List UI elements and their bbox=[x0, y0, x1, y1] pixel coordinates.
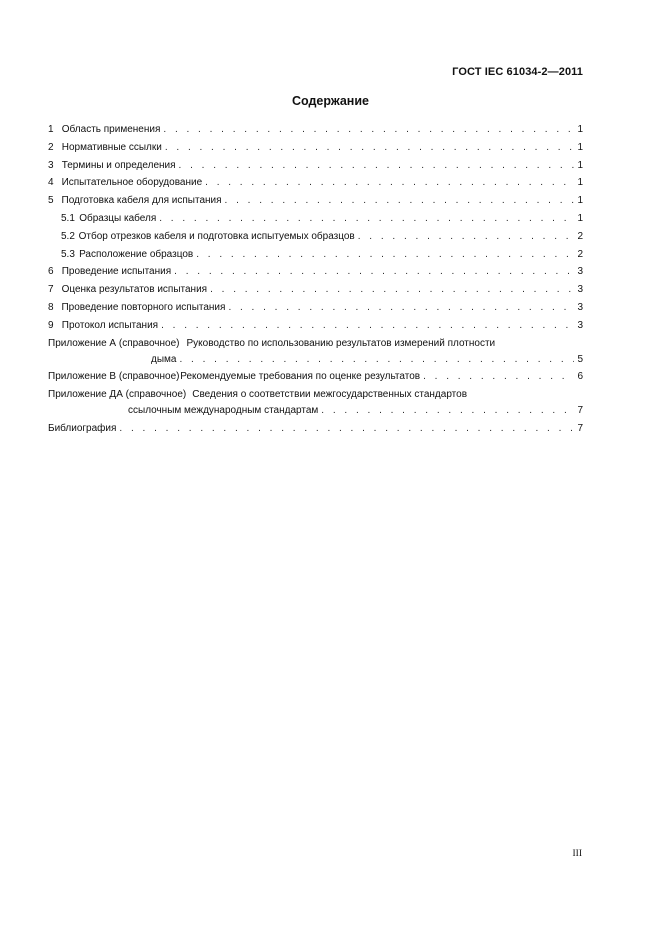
toc-entry-number: 5.1 bbox=[61, 212, 75, 224]
toc-entry-text: Термины и определения bbox=[61, 159, 176, 171]
appendix-label: Приложение А (справочное) bbox=[48, 337, 180, 349]
appendix-label: Приложение ДА (справочное) bbox=[48, 389, 187, 401]
toc-entry-2[interactable] bbox=[48, 139, 583, 157]
toc-entry-page: 2 bbox=[577, 230, 583, 242]
toc-entry-page: 7 bbox=[577, 422, 583, 434]
toc-appendix-a[interactable] bbox=[48, 337, 583, 351]
toc-entry-page: 1 bbox=[577, 195, 583, 207]
toc-leader-dots bbox=[358, 228, 574, 246]
toc-entry-1[interactable] bbox=[48, 121, 583, 139]
toc-leader-dots bbox=[228, 299, 574, 317]
toc-leader-dots bbox=[119, 420, 574, 438]
toc-entry-page: 1 bbox=[577, 141, 583, 153]
toc-leader-dots bbox=[174, 263, 574, 281]
toc-appendix-b[interactable] bbox=[48, 368, 583, 386]
page-number: III bbox=[572, 849, 582, 859]
toc-entry-5-2[interactable] bbox=[48, 228, 583, 246]
toc-leader-dots bbox=[165, 139, 574, 157]
toc-title: Содержание bbox=[291, 94, 369, 108]
toc-appendix-da-cont[interactable] bbox=[48, 402, 583, 420]
toc-entry-number: 2 bbox=[48, 141, 54, 153]
toc-entry-number: 9 bbox=[48, 319, 54, 331]
toc-leader-dots bbox=[179, 157, 574, 175]
toc-entry-page: 1 bbox=[577, 212, 583, 224]
toc-leader-dots bbox=[205, 174, 574, 192]
toc-leader-dots bbox=[179, 351, 574, 369]
toc-leader-dots bbox=[225, 192, 574, 210]
toc-entry-text: Оценка результатов испытания bbox=[61, 284, 208, 296]
toc-entry-page: 2 bbox=[577, 248, 583, 260]
toc-appendix-da[interactable] bbox=[48, 388, 583, 402]
toc-entry-number: 3 bbox=[48, 159, 54, 171]
toc-entry-number: 5.3 bbox=[61, 248, 75, 260]
toc-leader-dots bbox=[163, 121, 574, 139]
toc-bibliography[interactable] bbox=[48, 420, 583, 438]
toc-entry-number: 5 bbox=[48, 195, 54, 207]
toc-entry-text: Область применения bbox=[61, 124, 161, 135]
appendix-label: Приложение В (справочное) bbox=[48, 371, 180, 383]
toc-appendix-a-cont[interactable] bbox=[48, 351, 583, 369]
toc-entry-text: Отбор отрезков кабеля и подготовка испытуемых образцов bbox=[78, 230, 355, 242]
toc-entry-5-3[interactable] bbox=[48, 246, 583, 264]
toc-entry-number: 5.2 bbox=[61, 230, 75, 242]
toc-entry-page: 1 bbox=[577, 124, 583, 135]
toc-entry-text: Подготовка кабеля для испытания bbox=[61, 195, 222, 207]
toc-entry-page: 7 bbox=[577, 405, 583, 417]
toc-entry-page: 6 bbox=[577, 371, 583, 383]
toc-entry-text: Проведение повторного испытания bbox=[61, 301, 226, 313]
toc-entry-number: 1 bbox=[48, 124, 54, 135]
appendix-title-line2: ссылочным международным стандартам bbox=[128, 405, 319, 417]
toc-entry-5[interactable] bbox=[48, 192, 583, 210]
toc-entry-7[interactable] bbox=[48, 281, 583, 299]
toc-entry-page: 1 bbox=[577, 177, 583, 189]
toc-entry-page: 3 bbox=[577, 301, 583, 313]
toc-leader-dots bbox=[210, 281, 574, 299]
toc-entry-number: 8 bbox=[48, 301, 54, 313]
table-of-contents bbox=[48, 121, 583, 438]
bibliography-label: Библиография bbox=[48, 422, 117, 434]
toc-leader-dots bbox=[161, 317, 574, 335]
toc-entry-number: 4 bbox=[48, 177, 54, 189]
appendix-title-line1: Руководство по использованию результатов измерений плотности bbox=[186, 337, 496, 349]
appendix-title-line2: дыма bbox=[151, 353, 177, 365]
toc-entry-text: Протокол испытания bbox=[61, 319, 159, 331]
toc-entry-number: 6 bbox=[48, 266, 54, 278]
toc-entry-4[interactable] bbox=[48, 174, 583, 192]
toc-leader-dots bbox=[423, 368, 574, 386]
toc-entry-6[interactable] bbox=[48, 263, 583, 281]
toc-entry-text: Нормативные ссылки bbox=[61, 141, 162, 153]
toc-entry-text: Проведение испытания bbox=[61, 266, 172, 278]
toc-entry-5-1[interactable] bbox=[48, 210, 583, 228]
document-code: ГОСТ IEC 61034-2—2011 bbox=[452, 66, 583, 78]
toc-entry-page: 3 bbox=[577, 319, 583, 331]
toc-leader-dots bbox=[159, 210, 574, 228]
toc-entry-page: 1 bbox=[577, 159, 583, 171]
toc-entry-page: 3 bbox=[577, 284, 583, 296]
toc-entry-text: Образцы кабеля bbox=[79, 212, 157, 224]
toc-entry-number: 7 bbox=[48, 284, 54, 296]
appendix-title-line1: Сведения о соответствии межгосударственных стандартов bbox=[192, 389, 468, 401]
toc-entry-8[interactable] bbox=[48, 299, 583, 317]
toc-entry-text: Испытательное оборудование bbox=[61, 177, 203, 189]
toc-entry-9[interactable] bbox=[48, 317, 583, 335]
toc-entry-3[interactable] bbox=[48, 157, 583, 175]
appendix-title: Рекомендуемые требования по оценке результатов bbox=[180, 371, 421, 383]
toc-leader-dots bbox=[321, 402, 574, 420]
toc-entry-page: 5 bbox=[577, 353, 583, 365]
toc-entry-page: 3 bbox=[577, 266, 583, 278]
toc-entry-text: Расположение образцов bbox=[79, 248, 194, 260]
toc-leader-dots bbox=[196, 246, 574, 264]
